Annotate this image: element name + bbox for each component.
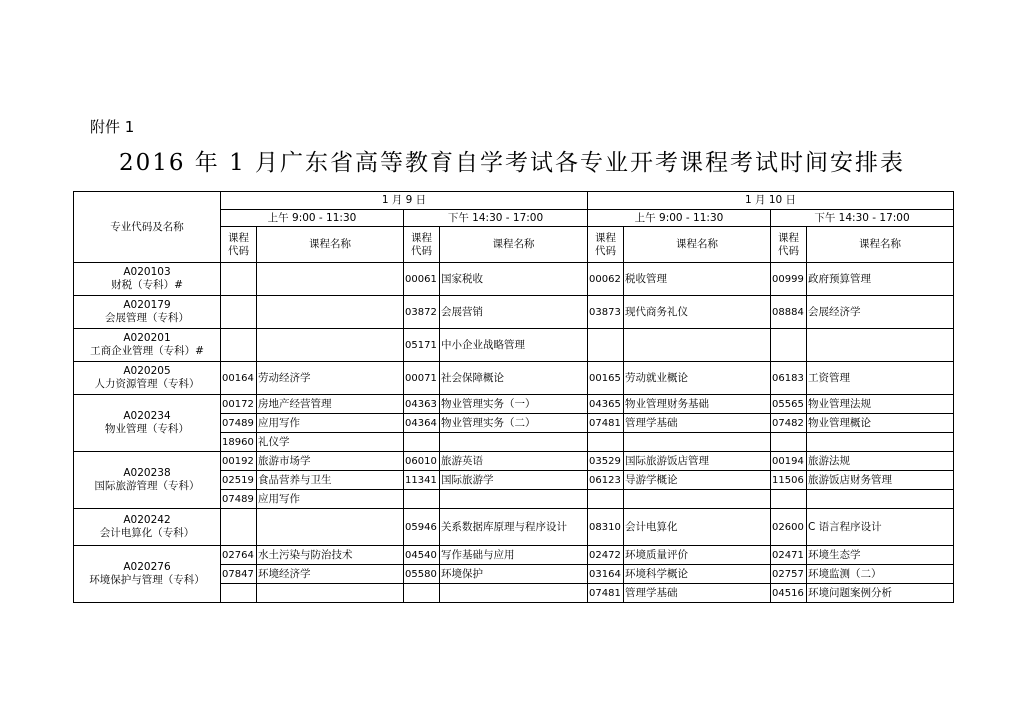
table-row xyxy=(74,329,954,362)
course-name: 现代商务礼仪 xyxy=(624,296,771,329)
table-row xyxy=(74,509,954,546)
course-code: 11506 xyxy=(771,471,807,490)
session-header-jan10-am: 上午 9:00 - 11:30 xyxy=(588,210,771,227)
course-name xyxy=(440,490,588,509)
course-name: 管理学基础 xyxy=(624,584,771,603)
course-name xyxy=(257,509,404,546)
course-name: 物业管理法规 xyxy=(807,395,954,414)
course-name: 物业管理财务基础 xyxy=(624,395,771,414)
course-code xyxy=(221,584,257,603)
attachment-label: 附件 1 xyxy=(90,118,135,136)
course-name: 环境问题案例分析 xyxy=(807,584,954,603)
course-name xyxy=(807,329,954,362)
major-cell xyxy=(74,296,221,329)
course-name xyxy=(440,433,588,452)
major-cell xyxy=(74,362,221,395)
major-name: 环境保护与管理（专科） xyxy=(89,574,205,586)
major-name: 会计电算化（专科） xyxy=(99,527,195,539)
course-code: 18960 xyxy=(221,433,257,452)
session-header-jan10-pm: 下午 14:30 - 17:00 xyxy=(771,210,954,227)
course-code-header-line1: 课程 xyxy=(411,231,432,244)
major-name: 工商企业管理（专科）# xyxy=(90,345,204,357)
course-name: 导游学概论 xyxy=(624,471,771,490)
course-name xyxy=(807,490,954,509)
course-code-header-line2: 代码 xyxy=(778,244,799,257)
major-code: A020238 xyxy=(123,467,171,479)
exam-schedule-table xyxy=(73,191,954,603)
course-name: 关系数据库原理与程序设计 xyxy=(440,509,588,546)
course-code xyxy=(221,329,257,362)
course-name: 政府预算管理 xyxy=(807,263,954,296)
major-cell xyxy=(74,395,221,452)
course-code: 08310 xyxy=(588,509,624,546)
major-code: A020242 xyxy=(123,514,171,526)
course-name-header: 课程名称 xyxy=(807,227,954,263)
course-code: 06010 xyxy=(404,452,440,471)
course-name xyxy=(624,490,771,509)
table-row xyxy=(74,362,954,395)
course-code: 04365 xyxy=(588,395,624,414)
major-code: A020276 xyxy=(123,561,171,573)
course-code: 06123 xyxy=(588,471,624,490)
course-code-header-line1: 课程 xyxy=(228,231,249,244)
course-code xyxy=(771,329,807,362)
course-code xyxy=(221,509,257,546)
course-name: 会计电算化 xyxy=(624,509,771,546)
course-code: 05171 xyxy=(404,329,440,362)
course-code: 04363 xyxy=(404,395,440,414)
major-cell xyxy=(74,329,221,362)
course-name: C 语言程序设计 xyxy=(807,509,954,546)
course-name: 旅游市场学 xyxy=(257,452,404,471)
course-code xyxy=(404,584,440,603)
course-code: 07847 xyxy=(221,565,257,584)
course-code-header xyxy=(404,227,440,263)
course-code: 00172 xyxy=(221,395,257,414)
major-code: A020179 xyxy=(123,299,171,311)
table-row xyxy=(74,546,954,565)
major-cell xyxy=(74,452,221,509)
table-row xyxy=(74,395,954,414)
course-name: 环境科学概论 xyxy=(624,565,771,584)
course-name: 社会保障概论 xyxy=(440,362,588,395)
major-code: A020234 xyxy=(123,410,171,422)
course-code: 07489 xyxy=(221,414,257,433)
major-code: A020201 xyxy=(123,332,171,344)
course-name xyxy=(624,329,771,362)
course-code: 02757 xyxy=(771,565,807,584)
course-name: 环境保护 xyxy=(440,565,588,584)
course-code-header xyxy=(221,227,257,263)
course-code xyxy=(771,490,807,509)
course-name xyxy=(807,433,954,452)
course-name: 旅游英语 xyxy=(440,452,588,471)
table-row xyxy=(74,263,954,296)
major-name: 国际旅游管理（专科） xyxy=(94,480,200,492)
course-code: 07481 xyxy=(588,584,624,603)
course-name: 国际旅游学 xyxy=(440,471,588,490)
course-name: 会展经济学 xyxy=(807,296,954,329)
course-name: 工资管理 xyxy=(807,362,954,395)
course-code: 03872 xyxy=(404,296,440,329)
course-code: 00164 xyxy=(221,362,257,395)
course-code: 00165 xyxy=(588,362,624,395)
course-code: 04540 xyxy=(404,546,440,565)
course-code-header xyxy=(771,227,807,263)
course-code: 00999 xyxy=(771,263,807,296)
course-code: 00192 xyxy=(221,452,257,471)
course-name xyxy=(440,584,588,603)
course-code: 05565 xyxy=(771,395,807,414)
course-code-header xyxy=(588,227,624,263)
course-name: 应用写作 xyxy=(257,490,404,509)
course-name-header: 课程名称 xyxy=(257,227,404,263)
date-header-jan9: 1 月 9 日 xyxy=(221,192,588,210)
page-title: 2016 年 1 月广东省高等教育自学考试各专业开考课程考试时间安排表 xyxy=(118,150,906,176)
major-code: A020103 xyxy=(123,266,171,278)
course-name: 国际旅游饭店管理 xyxy=(624,452,771,471)
major-name: 人力资源管理（专科） xyxy=(94,378,200,390)
major-code: A020205 xyxy=(123,365,171,377)
course-name: 旅游饭店财务管理 xyxy=(807,471,954,490)
course-name: 劳动就业概论 xyxy=(624,362,771,395)
course-name xyxy=(257,296,404,329)
course-code: 00062 xyxy=(588,263,624,296)
table-row xyxy=(74,296,954,329)
course-code: 11341 xyxy=(404,471,440,490)
course-name: 物业管理实务（二） xyxy=(440,414,588,433)
course-code: 02472 xyxy=(588,546,624,565)
major-cell xyxy=(74,263,221,296)
course-code xyxy=(588,329,624,362)
course-name: 税收管理 xyxy=(624,263,771,296)
major-cell xyxy=(74,509,221,546)
course-code xyxy=(221,263,257,296)
major-name: 财税（专科）# xyxy=(111,279,183,291)
major-column-header: 专业代码及名称 xyxy=(74,192,221,263)
course-name xyxy=(257,584,404,603)
course-code: 02471 xyxy=(771,546,807,565)
course-name xyxy=(257,263,404,296)
course-name: 国家税收 xyxy=(440,263,588,296)
course-name: 房地产经营管理 xyxy=(257,395,404,414)
course-code: 02600 xyxy=(771,509,807,546)
course-code: 07489 xyxy=(221,490,257,509)
course-code: 00194 xyxy=(771,452,807,471)
course-code: 05946 xyxy=(404,509,440,546)
session-header-jan9-am: 上午 9:00 - 11:30 xyxy=(221,210,404,227)
major-cell xyxy=(74,546,221,603)
course-code-header-line2: 代码 xyxy=(595,244,616,257)
course-name: 环境质量评价 xyxy=(624,546,771,565)
course-name: 食品营养与卫生 xyxy=(257,471,404,490)
course-name: 环境经济学 xyxy=(257,565,404,584)
course-code xyxy=(404,433,440,452)
course-code xyxy=(588,490,624,509)
course-code: 02764 xyxy=(221,546,257,565)
course-code: 08884 xyxy=(771,296,807,329)
course-code: 03164 xyxy=(588,565,624,584)
course-code xyxy=(221,296,257,329)
course-name: 写作基础与应用 xyxy=(440,546,588,565)
course-name-header: 课程名称 xyxy=(624,227,771,263)
course-name: 物业管理实务（一） xyxy=(440,395,588,414)
course-name: 会展营销 xyxy=(440,296,588,329)
course-code-header-line2: 代码 xyxy=(228,244,249,257)
course-name-header: 课程名称 xyxy=(440,227,588,263)
course-name: 礼仪学 xyxy=(257,433,404,452)
course-name: 中小企业战略管理 xyxy=(440,329,588,362)
course-code-header-line1: 课程 xyxy=(778,231,799,244)
course-name: 环境生态学 xyxy=(807,546,954,565)
course-code xyxy=(588,433,624,452)
table-row xyxy=(74,452,954,471)
course-code: 03529 xyxy=(588,452,624,471)
course-code: 04364 xyxy=(404,414,440,433)
course-name: 环境监测（二） xyxy=(807,565,954,584)
course-name: 旅游法规 xyxy=(807,452,954,471)
course-code: 00061 xyxy=(404,263,440,296)
course-code-header-line1: 课程 xyxy=(595,231,616,244)
course-code: 00071 xyxy=(404,362,440,395)
course-code: 02519 xyxy=(221,471,257,490)
major-name: 物业管理（专科） xyxy=(105,423,189,435)
course-name xyxy=(257,329,404,362)
session-header-jan9-pm: 下午 14:30 - 17:00 xyxy=(404,210,588,227)
course-code xyxy=(404,490,440,509)
course-name: 管理学基础 xyxy=(624,414,771,433)
course-code: 03873 xyxy=(588,296,624,329)
course-name xyxy=(624,433,771,452)
course-code: 07481 xyxy=(588,414,624,433)
course-code: 04516 xyxy=(771,584,807,603)
course-code-header-line2: 代码 xyxy=(411,244,432,257)
course-name: 水土污染与防治技术 xyxy=(257,546,404,565)
course-code: 07482 xyxy=(771,414,807,433)
course-name: 劳动经济学 xyxy=(257,362,404,395)
major-name: 会展管理（专科） xyxy=(105,312,189,324)
course-name: 物业管理概论 xyxy=(807,414,954,433)
course-code: 05580 xyxy=(404,565,440,584)
date-header-jan10: 1 月 10 日 xyxy=(588,192,954,210)
course-code: 06183 xyxy=(771,362,807,395)
course-name: 应用写作 xyxy=(257,414,404,433)
course-code xyxy=(771,433,807,452)
